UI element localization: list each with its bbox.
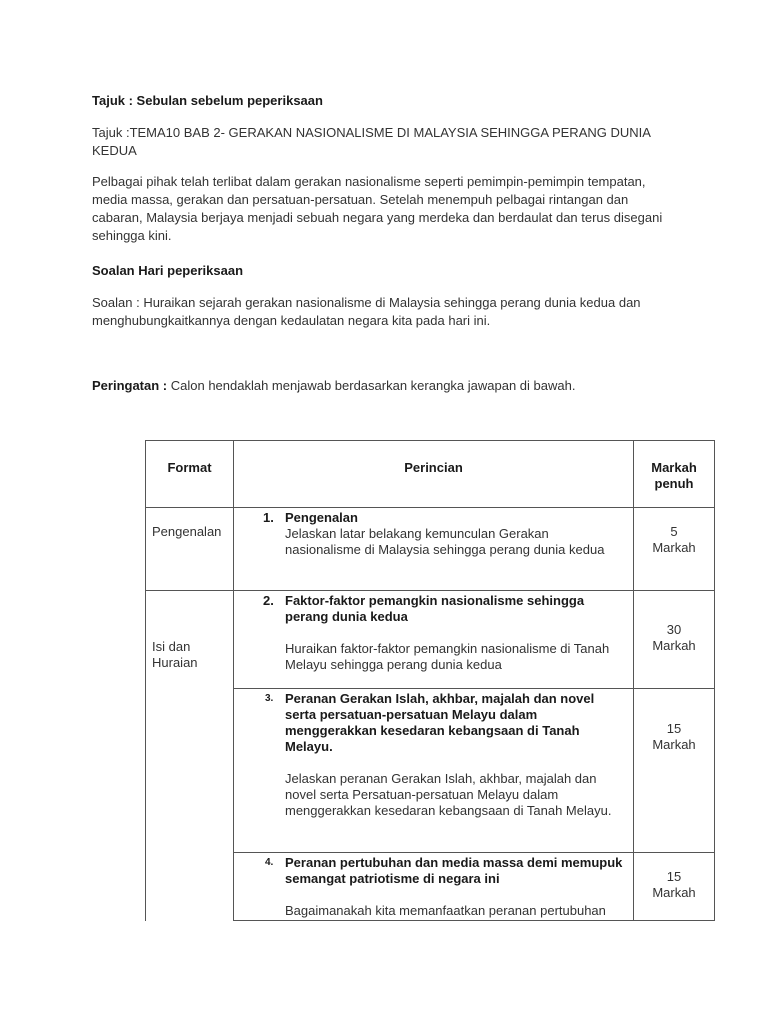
warning-text: Calon hendaklah menjawab berdasarkan kerangka jawapan di bawah. <box>167 378 576 393</box>
header-markah: Markah penuh <box>634 441 715 508</box>
item-number: 2. <box>263 593 274 608</box>
row-format-cell: Pengenalan <box>146 508 234 591</box>
table-row <box>146 508 715 591</box>
row-mark-cell <box>634 591 715 689</box>
item-number: 1. <box>263 510 274 525</box>
table-header-row <box>146 441 715 508</box>
row-detail-cell <box>234 853 634 921</box>
mark-unit: Markah <box>652 540 696 555</box>
row-detail-cell <box>234 591 634 689</box>
item-heading: Pengenalan <box>285 510 358 525</box>
mark-value: 5 <box>670 524 678 539</box>
item-description: Jelaskan latar belakang kemunculan Gerakan nasionalisme di Malaysia sehingga perang dunia kedua <box>285 526 605 557</box>
intro-paragraph: Pelbagai pihak telah terlibat dalam gerakan nasionalisme seperti pemimpin-pemimpin tempatan, media massa, gerakan dan persatuan-persatuan. Setelah menempuh pelbagai rintangan dan cabaran, Malaysia berjaya menjadi sebuah negara yang merdeka dan berdaulat dan terus disegani sehingga kini. <box>92 174 663 243</box>
table-row <box>146 591 715 689</box>
header-format: Format <box>146 441 234 508</box>
row-format-cell: Isi dan Huraian <box>146 591 234 921</box>
answer-framework-table <box>145 440 715 921</box>
row-detail-cell <box>234 689 634 853</box>
row-mark-cell <box>634 853 715 921</box>
question-heading: Soalan Hari peperiksaan <box>92 263 244 278</box>
item-description: Bagaimanakah kita memanfaatkan peranan pertubuhan <box>285 903 606 918</box>
item-heading: Peranan pertubuhan dan media massa demi memupuk semangat patriotisme di negara ini <box>285 855 623 886</box>
topic-line: Tajuk :TEMA10 BAB 2- GERAKAN NASIONALISME DI MALAYSIA SEHINGGA PERANG DUNIA KEDUA <box>92 125 651 158</box>
question-paragraph: Soalan : Huraikan sejarah gerakan nasionalisme di Malaysia sehingga perang dunia kedua dan menghubungkaitkannya dengan kedaulatan negara kita pada hari ini. <box>92 295 641 328</box>
document-title: Tajuk : Sebulan sebelum peperiksaan <box>92 93 323 108</box>
warning-label: Peringatan : <box>92 378 168 393</box>
warning-line <box>92 377 692 395</box>
item-description: Jelaskan peranan Gerakan Islah, akhbar, majalah dan novel serta Persatuan-persatuan Melayu dalam menggerakkan kesedaran kebangsaan di Tanah Melayu. <box>285 771 612 818</box>
mark-value: 15 <box>666 721 682 736</box>
row-detail-cell <box>234 508 634 591</box>
item-heading: Peranan Gerakan Islah, akhbar, majalah dan novel serta persatuan-persatuan Melayu dalam menggerakkan kesedaran kebangsaan di Tanah Melayu. <box>285 691 595 754</box>
item-heading: Faktor-faktor pemangkin nasionalisme sehingga perang dunia kedua <box>285 593 585 624</box>
row-mark-cell <box>634 508 715 591</box>
mark-unit: Markah <box>652 885 696 900</box>
mark-value: 30 <box>666 622 682 637</box>
row-mark-cell <box>634 689 715 853</box>
header-perincian: Perincian <box>234 441 634 508</box>
item-number: 4. <box>265 857 274 868</box>
mark-value: 15 <box>666 869 682 884</box>
item-description: Huraikan faktor-faktor pemangkin nasionalisme di Tanah Melayu sehingga perang dunia kedua <box>285 641 610 672</box>
mark-unit: Markah <box>652 737 696 752</box>
item-number: 3. <box>265 693 274 704</box>
mark-unit: Markah <box>652 638 696 653</box>
